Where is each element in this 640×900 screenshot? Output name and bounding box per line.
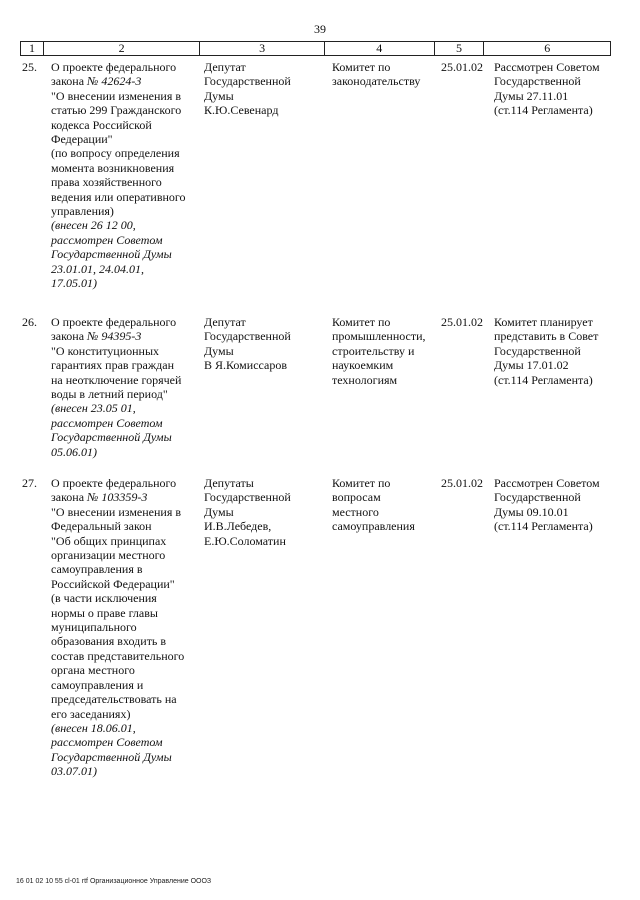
bill-title-line: закона: [51, 74, 88, 89]
status-cell: Рассмотрен Советом Государственной Думы 09.10.01 (ст.114 Регламента): [494, 476, 600, 534]
author-cell: Депутаты Государственной Думы И.В.Лебедев, Е.Ю.Соломатин: [204, 476, 291, 548]
header-cell-4: 4: [325, 42, 435, 55]
author-cell: Депутат Государственной Думы К.Ю.Севенард: [204, 60, 291, 118]
date-cell: 25.01.02: [441, 60, 483, 74]
table-header-row: [20, 41, 611, 56]
committee-cell: Комитет по промышленности, строительству и наукоемким технологиям: [332, 315, 426, 387]
row-number: 25.: [22, 60, 37, 74]
committee-cell: Комитет по вопросам местного самоуправления: [332, 476, 415, 534]
bill-title-line: О проекте федерального: [51, 60, 177, 74]
bill-title: [51, 315, 206, 459]
bill-note: (внесен 18.06.01, рассмотрен Советом Государственной Думы 03.07.01): [51, 720, 172, 779]
status-cell: Рассмотрен Советом Государственной Думы 27.11.01 (ст.114 Регламента): [494, 60, 600, 118]
row-number: 26.: [22, 315, 37, 329]
status-cell: Комитет планирует представить в Совет Государственной Думы 17.01.02 (ст.114 Регламента): [494, 315, 599, 387]
bill-title-rest: "О конституционных гарантиях прав граждан на неотключение горячей воды в летний период": [51, 343, 182, 402]
header-cell-2: 2: [44, 42, 200, 55]
bill-title-line: О проекте федерального: [51, 476, 177, 490]
header-cell-6: 6: [544, 41, 551, 55]
header-cell-5: 5: [435, 42, 485, 55]
bill-note: (внесен 23.05 01, рассмотрен Советом Государственной Думы 05.06.01): [51, 401, 172, 459]
row-number: 27.: [22, 476, 37, 490]
bill-title-line: закона: [51, 329, 88, 344]
law-number: № 103359-3: [87, 490, 148, 505]
page-number: 39: [314, 22, 326, 36]
bill-title-line: О проекте федерального: [51, 315, 177, 329]
author-cell: Депутат Государственной Думы В Я.Комиссаров: [204, 315, 291, 373]
bill-title-line: закона: [51, 490, 88, 505]
bill-note: (внесен 26 12 00, рассмотрен Советом Государственной Думы 23.01.01, 24.04.01, 17.05.01): [51, 218, 172, 291]
bill-title-rest: "О внесении изменения в Федеральный закон "Об общих принципах организации местного самоуправления в Российской Федерации" (в части исключения нормы о праве главы муниципального образования входить в состав представительного органа местного самоуправления и председательствовать на его заседаниях): [51, 504, 185, 721]
header-cell-3: 3: [200, 42, 325, 55]
date-cell: 25.01.02: [441, 476, 483, 490]
header-cell-1: 1: [21, 42, 44, 55]
law-number: № 42624-3: [87, 74, 142, 89]
date-cell: 25.01.02: [441, 315, 483, 329]
committee-cell: Комитет по законодательству: [332, 60, 421, 89]
law-number: № 94395-3: [87, 329, 142, 344]
document-footer: 16 01 02 10 55 cl-01 rtf Организационное Управление ОООЗ: [16, 878, 212, 885]
bill-title-rest: "О внесении изменения в статью 299 Гражданского кодекса Российской Федерации" (по вопросу определения момента возникновения права хозяйственного ведения или оперативного управления): [51, 88, 186, 219]
bill-title: [51, 476, 206, 779]
bill-title: [51, 60, 206, 291]
